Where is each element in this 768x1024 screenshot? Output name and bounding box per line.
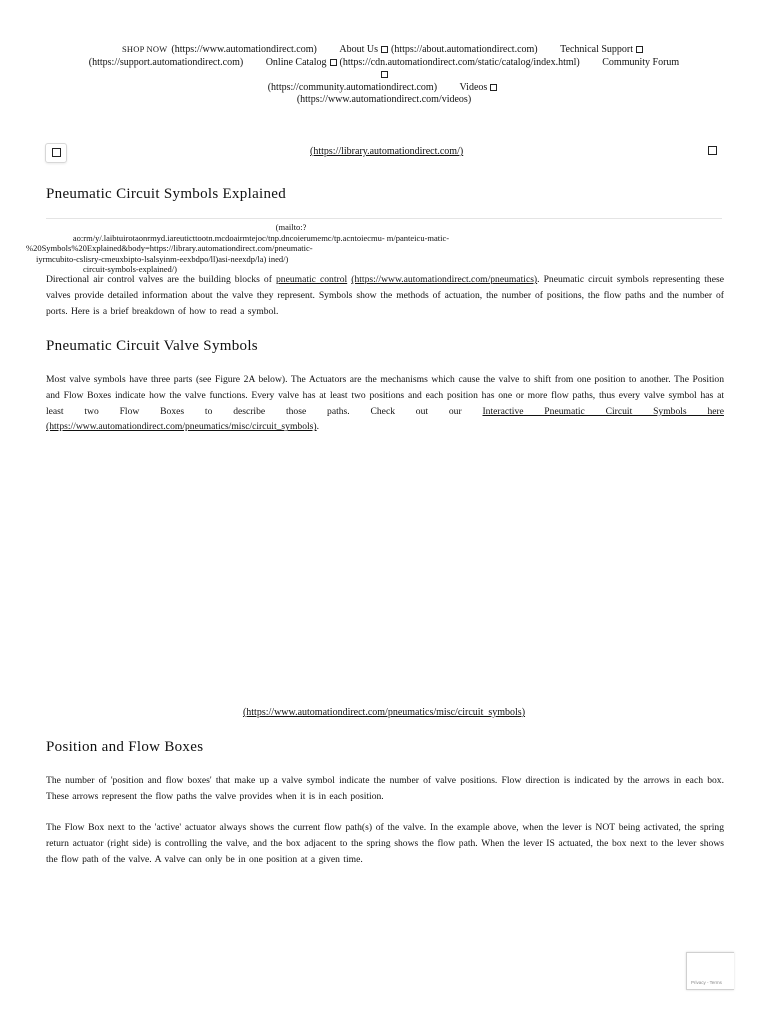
external-link-icon: [381, 71, 388, 78]
recaptcha-terms: Privacy - Terms: [691, 980, 722, 985]
technical-support-label: Technical Support: [560, 44, 634, 55]
figure-image-placeholder: [46, 440, 724, 700]
section-heading-valve-symbols: Pneumatic Circuit Valve Symbols: [46, 338, 258, 354]
intro-text: Directional air control valves are the building blocks of: [46, 274, 272, 285]
external-link-icon: [490, 84, 497, 91]
intro-text-continued: . Pneumatic circuit symbols representing these valves provide detailed information about the valve they represent. Symbols show the methods of actuation, the number of positions, the flow paths and the number of ports. Here is a brief breakdown of how to read a symbol.: [46, 274, 724, 317]
library-home-link[interactable]: (https://library.automationdirect.com/): [310, 146, 464, 157]
shop-now-link[interactable]: [122, 44, 317, 55]
section-heading-position-flow: Position and Flow Boxes: [46, 739, 204, 755]
figure-link: [0, 707, 768, 718]
search-icon: [708, 146, 717, 155]
shop-now-label: SHOP NOW: [121, 44, 168, 54]
mailto-line: ao:rm/y/.laibtuirotaonrmyd.iareuticttootn.mcdoairmtejoc/tnp.dncoierumemc/tp.acntoiecmu- m/panteicu-matic-: [72, 232, 450, 243]
technical-support-link[interactable]: [560, 44, 646, 55]
about-us-label: About Us: [339, 44, 378, 55]
mailto-line: iyrmcubito-cslisry-cmeuxbipto-lsalsyinm-eexbdpo/ll)asi-neexdp/la) ined/): [36, 253, 289, 264]
shop-now-url: (https://www.automationdirect.com): [171, 44, 317, 55]
valve-symbols-text: Most valve symbols have three parts (see Figure 2A below). The Actuators are the mechanisms which cause the valve to shift from one position to another. The Position and Flow Boxes indicate how the valve functions. Every valve has at least two positions and each position has one or more flow paths, thus every valve symbol has at least two Flow Boxes to describe those paths. Check out our: [46, 374, 724, 417]
circuit-symbols-url-link[interactable]: (https://www.automationdirect.com/pneumatics/misc/circuit_symbols): [46, 421, 317, 433]
online-catalog-url: (https://cdn.automationdirect.com/static/catalog/index.html): [339, 56, 580, 68]
menu-button[interactable]: [45, 143, 67, 163]
community-forum-url[interactable]: (https://community.automationdirect.com): [267, 81, 438, 93]
mailto-line: (mailto:?: [275, 222, 307, 232]
videos-label: Videos: [459, 81, 488, 93]
interactive-symbols-link[interactable]: Interactive Pneumatic Circuit Symbols here: [482, 405, 724, 417]
technical-support-url[interactable]: (https://support.automationdirect.com): [88, 56, 244, 68]
about-us-link[interactable]: [339, 44, 537, 55]
videos-link[interactable]: [460, 82, 501, 93]
external-link-icon: [330, 59, 337, 66]
external-link-icon: [381, 46, 388, 53]
community-forum-link[interactable]: [602, 57, 679, 68]
external-link-icon: [636, 46, 643, 53]
divider: [46, 218, 722, 219]
search-button[interactable]: [708, 146, 717, 157]
about-us-url: (https://about.automationdirect.com): [390, 44, 538, 55]
position-flow-paragraph-2: The Flow Box next to the 'active' actuator always shows the current flow path(s) of the valve. In the example above, when the lever is NOT being activated, the spring return actuator (right side) is controlling the valve, and the box adjacent to the spring shows the flow path. When the lever IS actuated, the box next to the lever shows the flow path of the valve. A valve can only be in one position at a given time.: [46, 822, 724, 865]
top-navigation: [40, 43, 728, 107]
position-flow-paragraph-1: The number of 'position and flow boxes' that make up a valve symbol indicate the number of valve positions. Flow direction is indicated by the arrows in each box. These arrows represent the flow paths the valve provides when it is in each position.: [46, 775, 724, 802]
pneumatics-url-link[interactable]: (https://www.automationdirect.com/pneumatics): [351, 274, 538, 285]
mailto-line: circuit-symbols-explained/): [83, 264, 177, 274]
menu-icon: [52, 148, 61, 157]
mailto-line: %20Symbols%20Explained&body=https://library.automationdirect.com/pneumatic-: [26, 243, 313, 253]
figure-circuit-symbols-link[interactable]: (https://www.automationdirect.com/pneumatics/misc/circuit_symbols): [242, 707, 526, 718]
pneumatic-control-link[interactable]: pneumatic control: [275, 274, 348, 285]
intro-paragraph: [46, 272, 724, 319]
online-catalog-link[interactable]: [266, 57, 580, 68]
valve-symbols-paragraph: [46, 372, 724, 435]
page-title: Pneumatic Circuit Symbols Explained: [46, 186, 287, 202]
email-share-link[interactable]: [26, 222, 496, 275]
videos-url[interactable]: (https://www.automationdirect.com/videos): [296, 94, 472, 105]
online-catalog-label: Online Catalog: [265, 56, 327, 68]
community-forum-label: Community Forum: [602, 56, 680, 68]
recaptcha-badge[interactable]: [686, 952, 734, 990]
sentence-end: .: [316, 421, 320, 433]
